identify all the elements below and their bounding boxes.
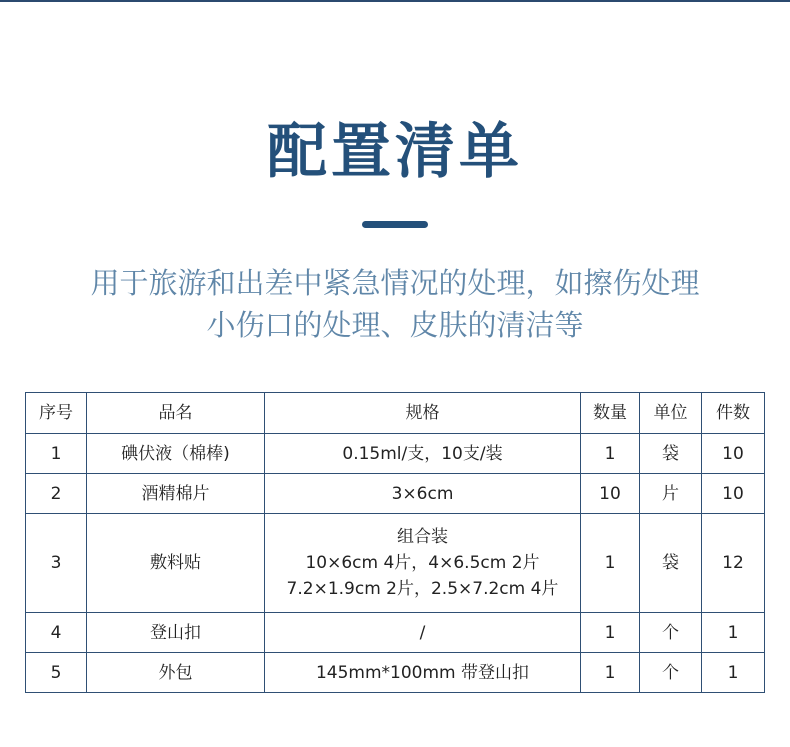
cell-unit: 袋: [640, 434, 702, 474]
cell-specification: [265, 653, 581, 693]
cell-specification: [265, 434, 581, 474]
header-specification: 规格: [265, 393, 581, 434]
page-title: 配置清单: [267, 117, 523, 187]
cell-piece-count: 10: [702, 434, 765, 474]
cell-product-name: 外包: [87, 653, 265, 693]
cell-unit: 个: [640, 653, 702, 693]
header-unit: 单位: [640, 393, 702, 434]
cell-quantity: 1: [581, 434, 640, 474]
spec-line: 0.15ml/支，10支/装: [342, 443, 503, 464]
cell-piece-count: 1: [702, 613, 765, 653]
cell-specification: [265, 474, 581, 514]
table-header-row: [26, 393, 765, 434]
spec-line: 145mm*100mm 带登山扣: [315, 662, 530, 683]
cell-quantity: 10: [581, 474, 640, 514]
cell-index: 1: [26, 434, 87, 474]
spec-line: 7.2×1.9cm 2片，2.5×7.2cm 4片: [286, 579, 559, 599]
cell-quantity: 1: [581, 613, 640, 653]
cell-index: 4: [26, 613, 87, 653]
header-index: 序号: [26, 393, 87, 434]
cell-quantity: 1: [581, 514, 640, 613]
cell-piece-count: 1: [702, 653, 765, 693]
table-row: [26, 514, 765, 613]
cell-piece-count: 10: [702, 474, 765, 514]
cell-index: 2: [26, 474, 87, 514]
cell-specification: [265, 514, 581, 613]
cell-quantity: 1: [581, 653, 640, 693]
cell-unit: 个: [640, 613, 702, 653]
table-row: [26, 474, 765, 514]
title-underline-bar: [362, 221, 428, 228]
header-product-name: 品名: [87, 393, 265, 434]
table-row: [26, 434, 765, 474]
spec-line: 组合装: [397, 527, 448, 547]
cell-product-name: 敷料贴: [87, 514, 265, 613]
table-row: [26, 653, 765, 693]
cell-index: 5: [26, 653, 87, 693]
table-row: [26, 613, 765, 653]
header-quantity: 数量: [581, 393, 640, 434]
cell-unit: 片: [640, 474, 702, 514]
cell-product-name: 登山扣: [87, 613, 265, 653]
top-divider-line: [0, 0, 790, 2]
cell-specification: [265, 613, 581, 653]
spec-line: 10×6cm 4片，4×6.5cm 2片: [305, 553, 540, 573]
spec-line: 3×6cm: [391, 483, 454, 504]
cell-product-name: 碘伏液（棉棒): [87, 434, 265, 474]
configuration-table: [25, 392, 765, 693]
cell-index: 3: [26, 514, 87, 613]
cell-piece-count: 12: [702, 514, 765, 613]
subtitle-line-2: 小伤口的处理、皮肤的清洁等: [206, 308, 584, 342]
header-piece-count: 件数: [702, 393, 765, 434]
page-subtitle: [0, 262, 790, 346]
cell-unit: 袋: [640, 514, 702, 613]
subtitle-line-1: 用于旅游和出差中紧急情况的处理，如擦伤处理: [90, 266, 700, 300]
spec-line: /: [419, 622, 426, 643]
cell-product-name: 酒精棉片: [87, 474, 265, 514]
